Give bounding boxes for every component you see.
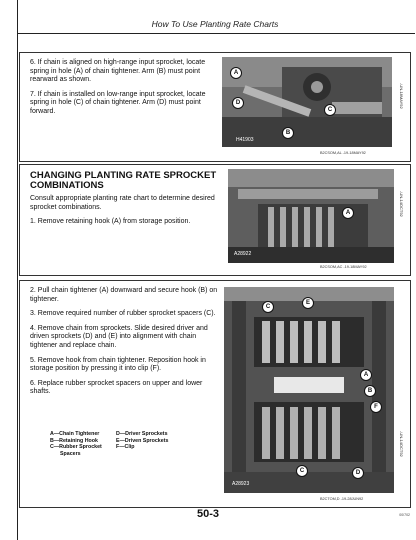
- step-6-text: 6. Replace rubber sprocket spacers on upper and lower shafts.: [30, 379, 203, 396]
- side-reference: -UN-14OCT92: [399, 191, 404, 217]
- left-margin-rule: [17, 0, 18, 540]
- figure-code: A28922: [234, 251, 252, 257]
- page-number: 50-3: [196, 508, 220, 520]
- legend-item: D—Driver Sprockets: [116, 431, 168, 437]
- callout-a: A: [230, 67, 242, 79]
- parts-legend: [50, 431, 172, 457]
- page-header-title: How To Use Planting Rate Charts: [151, 19, 279, 29]
- step-5-text: 5. Remove hook from chain tightener. Reposition hook in storage position by pressing it into clip (F).: [30, 356, 206, 373]
- figure-code: H41903: [236, 137, 254, 143]
- section2-text: [30, 171, 226, 233]
- section-heading: CHANGING PLANTING RATE SPROCKET COMBINATIONS: [30, 170, 217, 191]
- callout-d: D: [232, 97, 244, 109]
- reference-code: B2CSOM,AC -19-18MAY92: [320, 265, 367, 269]
- intro-text: Consult appropriate planting rate chart to determine desired sprocket combinations.: [30, 195, 215, 211]
- callout-d: D: [352, 467, 364, 479]
- section1-text: [30, 59, 220, 123]
- legend-right-column: [116, 431, 172, 457]
- section3-text: [30, 287, 220, 403]
- callout-f: F: [370, 401, 382, 413]
- callout-a: A: [342, 207, 354, 219]
- step-3-text: 3. Remove required number of rubber sprocket spacers (C).: [30, 310, 216, 318]
- callout-b: B: [282, 127, 294, 139]
- corner-code: 00/702: [399, 513, 410, 517]
- callout-c: C: [324, 104, 336, 116]
- callout-a: A: [360, 369, 372, 381]
- retaining-hook-photo: [228, 169, 394, 263]
- legend-left-column: [50, 431, 106, 457]
- step-6-text: 6. If chain is aligned on high-range input sprocket, locate spring in hole (A) of chain tightener. Arm (B) must point rearward as shown.: [30, 59, 206, 84]
- section-changing-sprockets: [19, 164, 411, 276]
- legend-item: B—Retaining Hook: [50, 437, 98, 444]
- step-1-text: 1. Remove retaining hook (A) from storage position.: [30, 218, 191, 226]
- section-chain-tightener-spring: [19, 52, 411, 162]
- section-sprocket-procedure: [19, 280, 411, 508]
- step-2-text: 2. Pull chain tightener (A) downward and secure hook (B) on tightener.: [30, 287, 218, 303]
- legend-item: E—Driven Sprockets: [116, 437, 169, 444]
- legend-item: C—Rubber Sprocket: [50, 444, 102, 451]
- step-4-text: 4. Remove chain from sprockets. Slide desired driver and driven sprockets (D) and (E) into alignment with chain tightener and replace chain.: [30, 324, 208, 349]
- figure-code: A28923: [232, 481, 250, 487]
- callout-c-top: C: [262, 301, 274, 313]
- reference-code: B2CSOM,AL -19-18MAY92: [320, 151, 366, 155]
- reference-code: B2CTOM,D -19-28JUN92: [320, 497, 364, 501]
- side-reference: -UN-14OCT92: [399, 431, 404, 457]
- header-rule: [17, 33, 415, 34]
- legend-item: Spacers: [60, 450, 81, 457]
- legend-item: F—Clip: [116, 444, 135, 451]
- sprocket-assembly-photo: [224, 287, 394, 493]
- side-reference: -UN-18MAY92: [399, 83, 404, 109]
- chain-tightener-photo: [222, 57, 392, 147]
- callout-b: B: [364, 385, 376, 397]
- step-7-text: 7. If chain is installed on low-range input sprocket, locate spring in hole (C) of chain tightener. Arm (D) must point forward.: [30, 90, 206, 115]
- callout-c-bottom: C: [296, 465, 308, 477]
- legend-item: A—Chain Tightener: [50, 431, 100, 437]
- callout-e: E: [302, 297, 314, 309]
